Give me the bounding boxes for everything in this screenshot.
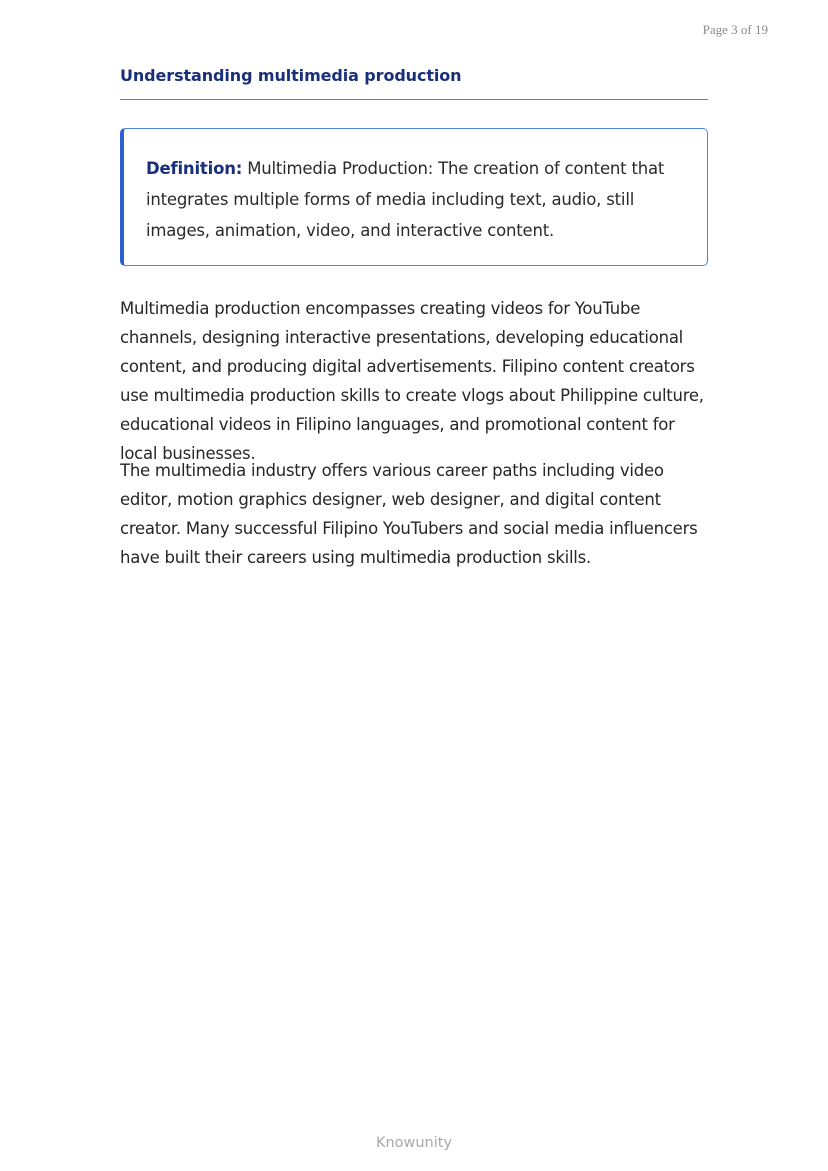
definition-text — [146, 153, 687, 246]
body-paragraph-1: Multimedia production encompasses creating videos for YouTube channels, designing interactive presentations, developing educational content, and producing digital advertisements. Filipino content creators use multimedia production skills to create vlogs about Philippine culture, educational videos in Filipino languages, and promotional content for local businesses. — [120, 299, 704, 463]
title-divider — [120, 99, 708, 100]
section-title: Understanding multimedia production — [120, 66, 462, 85]
footer-brand: Knowunity — [375, 1135, 453, 1151]
page-number: Page 3 of 19 — [702, 22, 768, 37]
definition-body: Multimedia Production: The creation of content that integrates multiple forms of media including text, audio, still images, animation, video, and interactive content. — [146, 159, 665, 240]
body-paragraph-2: The multimedia industry offers various career paths including video editor, motion graphics designer, web designer, and digital content creator. Many successful Filipino YouTubers and social media influencers have built their careers using multimedia production skills. — [120, 461, 698, 567]
definition-label: Definition: — [146, 159, 243, 178]
definition-box — [120, 128, 708, 266]
